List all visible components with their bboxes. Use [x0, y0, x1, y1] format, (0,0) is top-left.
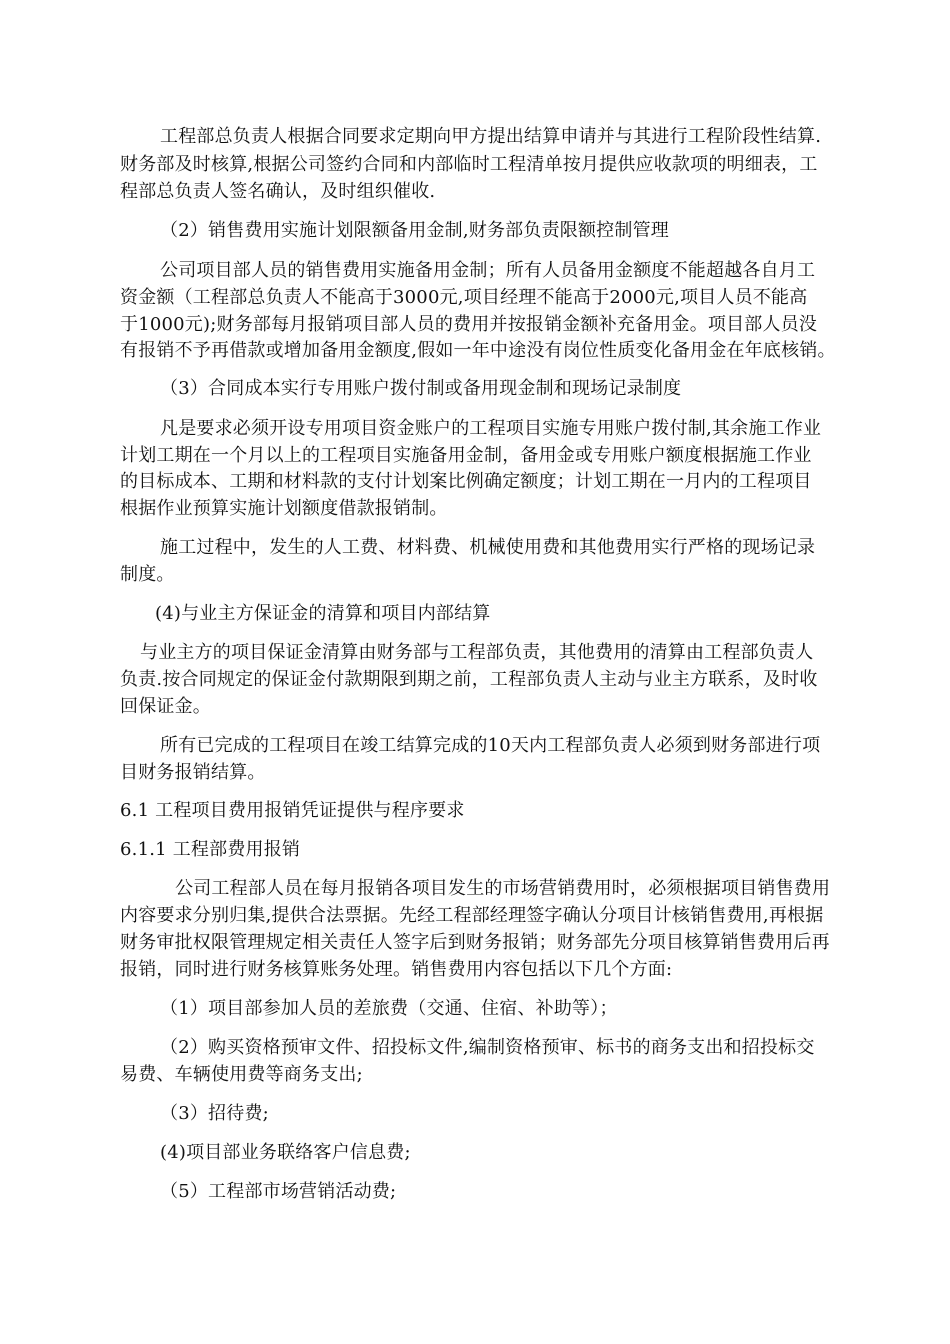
text-line: (4)与业主方保证金的清算和项目内部结算: [155, 603, 491, 624]
text-line: 工程部总负责人根据合同要求定期向甲方提出结算申请并与其进行工程阶段性结算.: [160, 126, 822, 147]
text-line: 所有已完成的工程项目在竣工结算完成的10天内工程部负责人必须到财务部进行项: [160, 735, 821, 756]
text-line: 与业主方的项目保证金清算由财务部与工程部负责，其他费用的清算由工程部负责人: [140, 642, 814, 663]
list-item: （5）工程部市场营销活动费;: [160, 1181, 397, 1202]
text-line: 制度。: [120, 564, 175, 585]
text-line: （2）销售费用实施计划限额备用金制,财务部负责限额控制管理: [160, 220, 669, 241]
text-line: 负责.按合同规定的保证金付款期限到期之前，工程部负责人主动与业主方联系，及时收: [120, 669, 818, 690]
text-line: 财务部及时核算,根据公司签约合同和内部临时工程清单按月提供应收款项的明细表，工: [120, 154, 818, 175]
text-line: 资金额（工程部总负责人不能高于3000元,项目经理不能高于2000元,项目人员不能高: [120, 287, 808, 308]
text-line: 计划工期在一个月以上的工程项目实施备用金制，备用金或专用账户额度根据施工作业: [120, 445, 812, 466]
text-line: 报销，同时进行财务核算账务处理。销售费用内容包括以下几个方面:: [120, 959, 673, 980]
text-line: 程部总负责人签名确认，及时组织催收.: [120, 181, 436, 202]
text-line: 公司工程部人员在每月报销各项目发生的市场营销费用时，必须根据项目销售费用: [175, 878, 831, 899]
text-line: 于1000元);财务部每月报销项目部人员的费用并按报销金额补充备用金。项目部人员没: [120, 314, 818, 335]
text-line: 根据作业预算实施计划额度借款报销制。: [120, 498, 448, 519]
list-item: （1）项目部参加人员的差旅费（交通、住宿、补助等）；: [160, 998, 618, 1019]
text-line: （3）合同成本实行专用账户拨付制或备用现金制和现场记录制度: [160, 378, 682, 399]
text-line: 有报销不予再借款或增加备用金额度,假如一年中途没有岗位性质变化备用金在年底核销。: [120, 340, 836, 361]
text-line: 回保证金。: [120, 696, 211, 717]
list-item: （2）购买资格预审文件、招投标文件,编制资格预审、标书的商务支出和招投标交: [160, 1037, 815, 1058]
list-item: 易费、车辆使用费等商务支出;: [120, 1064, 363, 1085]
section-heading: 6.1 工程项目费用报销凭证提供与程序要求: [120, 800, 465, 821]
text-line: 凡是要求必须开设专用项目资金账户的工程项目实施专用账户拨付制,其余施工作业: [160, 418, 822, 439]
text-line: 内容要求分别归集,提供合法票据。先经工程部经理签字确认分项目计核销售费用,再根据: [120, 905, 824, 926]
text-line: 公司项目部人员的销售费用实施备用金制；所有人员备用金额度不能超越各自月工: [160, 260, 816, 281]
subsection-heading: 6.1.1 工程部费用报销: [120, 839, 301, 860]
list-item: （3）招待费;: [160, 1103, 269, 1124]
text-line: 目财务报销结算。: [120, 762, 266, 783]
text-line: 财务审批权限管理规定相关责任人签字后到财务报销；财务部先分项目核算销售费用后再: [120, 932, 830, 953]
text-line: 施工过程中，发生的人工费、材料费、机械使用费和其他费用实行严格的现场记录: [160, 537, 816, 558]
list-item: (4)项目部业务联络客户信息费;: [160, 1142, 411, 1163]
text-line: 的目标成本、工期和材料款的支付计划案比例确定额度；计划工期在一月内的工程项目: [120, 471, 812, 492]
